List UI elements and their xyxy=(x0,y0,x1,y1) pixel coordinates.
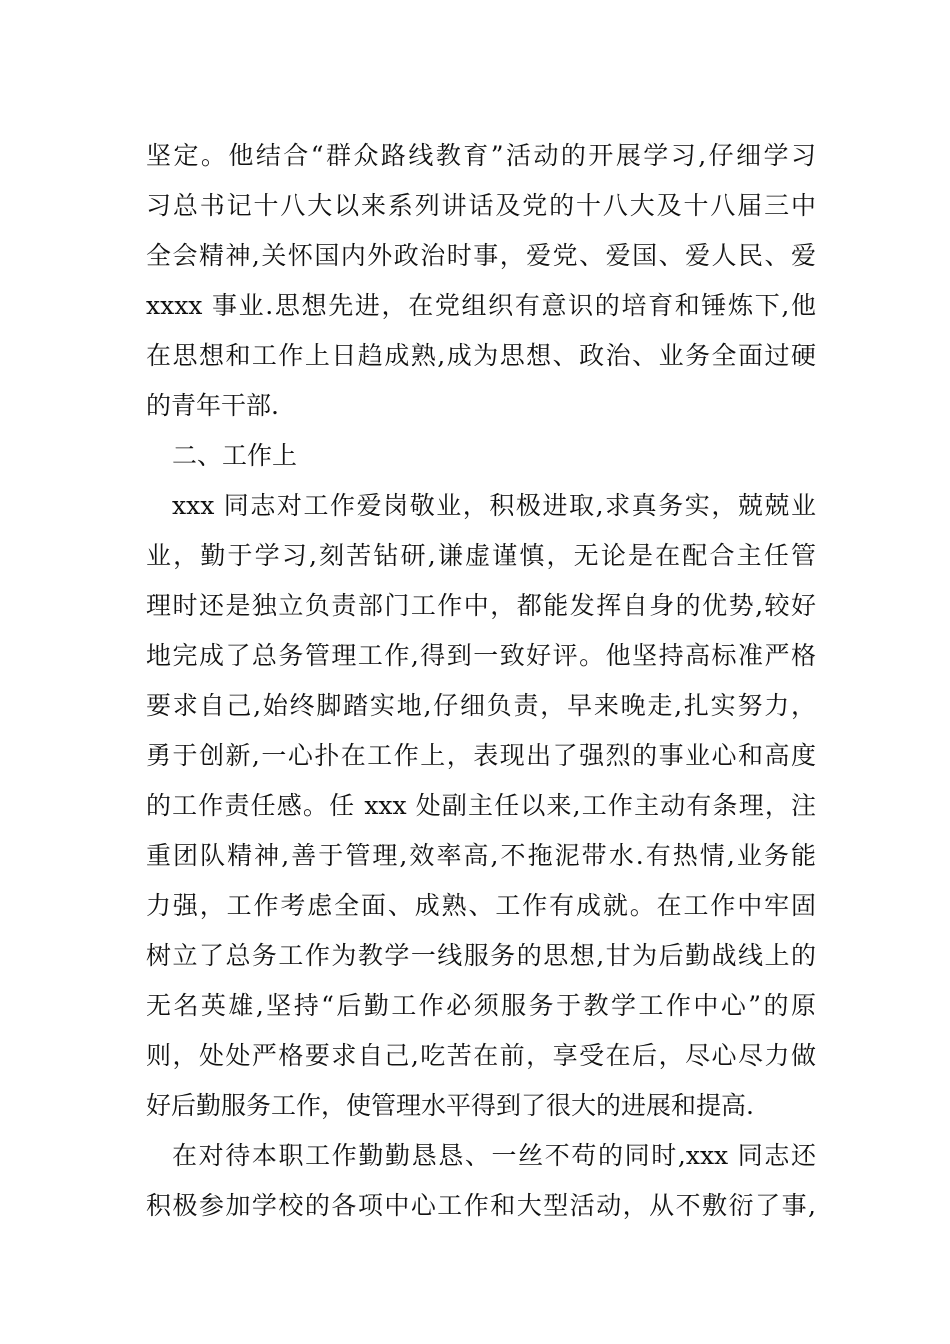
text-line: 无名英雄,坚持“后勤工作必须服务于教学工作中心”的原 xyxy=(146,991,816,1020)
text-line: 坚定。他结合“群众路线教育”活动的开展学习,仔细学习 xyxy=(146,141,816,170)
text-line: 重团队精神,善于管理,效率高,不拖泥带水.有热情,业务能 xyxy=(146,841,816,870)
text-line: 在思想和工作上日趋成熟,成为思想、政治、业务全面过硬 xyxy=(146,341,816,370)
text-line: 的工作责任感。任 xxx 处副主任以来,工作主动有条理，注 xyxy=(146,791,816,820)
text-line: 地完成了总务管理工作,得到一致好评。他坚持高标准严格 xyxy=(146,641,816,670)
text-line: 好后勤服务工作，使管理水平得到了很大的进展和提高. xyxy=(146,1091,754,1120)
text-line: 业，勤于学习,刻苦钻研,谦虚谨慎，无论是在配合主任管 xyxy=(146,541,816,570)
text-line: 积极参加学校的各项中心工作和大型活动，从不敷衍了事, xyxy=(146,1191,816,1220)
text-line: 勇于创新,一心扑在工作上，表现出了强烈的事业心和高度 xyxy=(146,741,816,770)
text-line: 在对待本职工作勤勤恳恳、一丝不苟的同时,xxx 同志还 xyxy=(172,1141,816,1170)
text-line: 树立了总务工作为教学一线服务的思想,甘为后勤战线上的 xyxy=(146,941,816,970)
text-line: 的青年干部. xyxy=(146,391,279,420)
text-line: 要求自己,始终脚踏实地,仔细负责，早来晚走,扎实努力， xyxy=(146,691,816,720)
text-line: 习总书记十八大以来系列讲话及党的十八大及十八届三中 xyxy=(146,191,816,220)
text-line: 理时还是独立负责部门工作中，都能发挥自身的优势,较好 xyxy=(146,591,816,620)
text-line: xxxx 事业.思想先进，在党组织有意识的培育和锤炼下,他 xyxy=(146,291,816,320)
text-line: 力强，工作考虑全面、成熟、工作有成就。在工作中牢固 xyxy=(146,891,816,920)
text-line: xxx 同志对工作爱岗敬业，积极进取,求真务实，兢兢业 xyxy=(172,491,816,520)
section-heading: 二、工作上 xyxy=(172,441,298,470)
text-line: 全会精神,关怀国内外政治时事，爱党、爱国、爱人民、爱 xyxy=(146,241,816,270)
text-line: 则，处处严格要求自己,吃苦在前，享受在后，尽心尽力做 xyxy=(146,1041,816,1070)
